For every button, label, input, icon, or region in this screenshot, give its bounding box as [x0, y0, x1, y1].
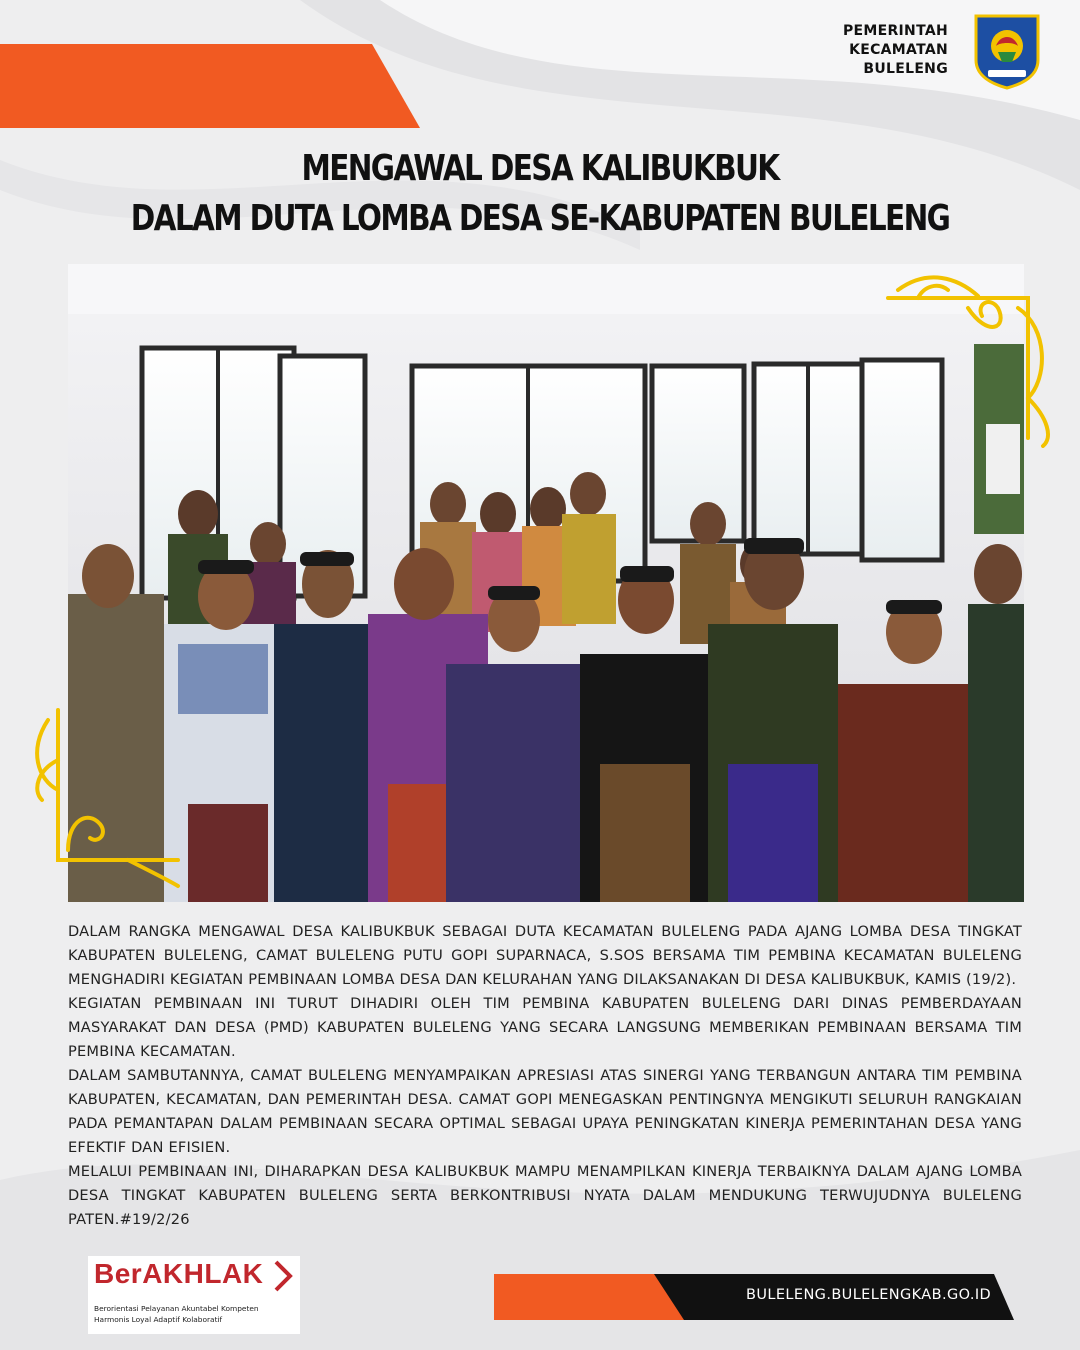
gov-line-1: PEMERINTAH: [842, 23, 948, 39]
berakhlak-tagline-2: Harmonis Loyal Adaptif Kolaboratif: [94, 1315, 223, 1324]
article-paragraph-4: MELALUI PEMBINAAN INI, DIHARAPKAN DESA KALIBUKBUK MAMPU MENAMPILKAN KINERJA TERBAIKNYA DALAM AJANG LOMBA DESA TINGKAT KABUPATEN BULELENG SERTA BERKONTRIBUSI NYATA DALAM MENDUKUNG TERWUJUDNYA BULELENG PATEN.#19/2/26: [68, 1163, 1022, 1228]
berakhlak-wordmark: BerAKHLAK: [94, 1258, 264, 1289]
berakhlak-tagline-1: Berorientasi Pelayanan Akuntabel Kompeten: [94, 1304, 259, 1313]
government-heading: [843, 22, 948, 79]
article-body: [68, 920, 1022, 1232]
gov-line-2: KECAMATAN: [849, 42, 948, 58]
article-paragraph-2: KEGIATAN PEMBINAAN INI TURUT DIHADIRI OLEH TIM PEMBINA KABUPATEN BULELENG DARI DINAS PEMBERDAYAAN MASYARAKAT DAN DESA (PMD) KABUPATEN BULELENG YANG SECARA LANGSUNG MEMBERIKAN PEMBINAAN BERSAMA TIM PEMBINA KECAMATAN.: [68, 995, 1022, 1060]
article-paragraph-3: DALAM SAMBUTANNYA, CAMAT BULELENG MENYAMPAIKAN APRESIASI ATAS SINERGI YANG TERBANGUN ANTARA TIM PEMBINA KABUPATEN, KECAMATAN, DAN PEMERINTAH DESA. CAMAT GOPI MENEGASKAN PENTINGNYA MENGIKUTI SELURUH RANGKAIAN PADA PEMANTAPAN DALAM PEMBINAAN SECARA OPTIMAL SEBAGAI UPAYA PENINGKATAN KINERJA PEMERINTAHAN DESA YANG EFEKTIF DAN EFISIEN.: [68, 1067, 1022, 1156]
gov-line-3: BULELENG: [863, 61, 948, 77]
berakhlak-logo: [88, 1256, 300, 1334]
gold-corner-ornament-top: [878, 268, 1058, 448]
page-title-line-1: MENGAWAL DESA KALIBUKBUK: [301, 148, 779, 189]
article-paragraph-1: DALAM RANGKA MENGAWAL DESA KALIBUKBUK SEBAGAI DUTA KECAMATAN BULELENG PADA AJANG LOMBA DESA TINGKAT KABUPATEN BULELENG, CAMAT BULELENG PUTU GOPI SUPARNACA, S.SOS BERSAMA TIM PEMBINA KECAMATAN BULELENG MENGHADIRI KEGIATAN PEMBINAAN LOMBA DESA DAN KELURAHAN YANG DILAKSANAKAN DI DESA KALIBUKBUK, KAMIS (19/2).: [68, 923, 1022, 988]
gold-corner-ornament-bottom: [28, 700, 188, 890]
website-link[interactable]: BULELENG.BULELENGKAB.GO.ID: [746, 1287, 992, 1303]
chevron-right-icon: [272, 1258, 294, 1294]
buleleng-regency-seal-icon: [968, 12, 1046, 90]
orange-accent-banner: [0, 44, 420, 128]
page-title-line-2: DALAM DUTA LOMBA DESA SE-KABUPATEN BULELENG: [130, 198, 950, 239]
